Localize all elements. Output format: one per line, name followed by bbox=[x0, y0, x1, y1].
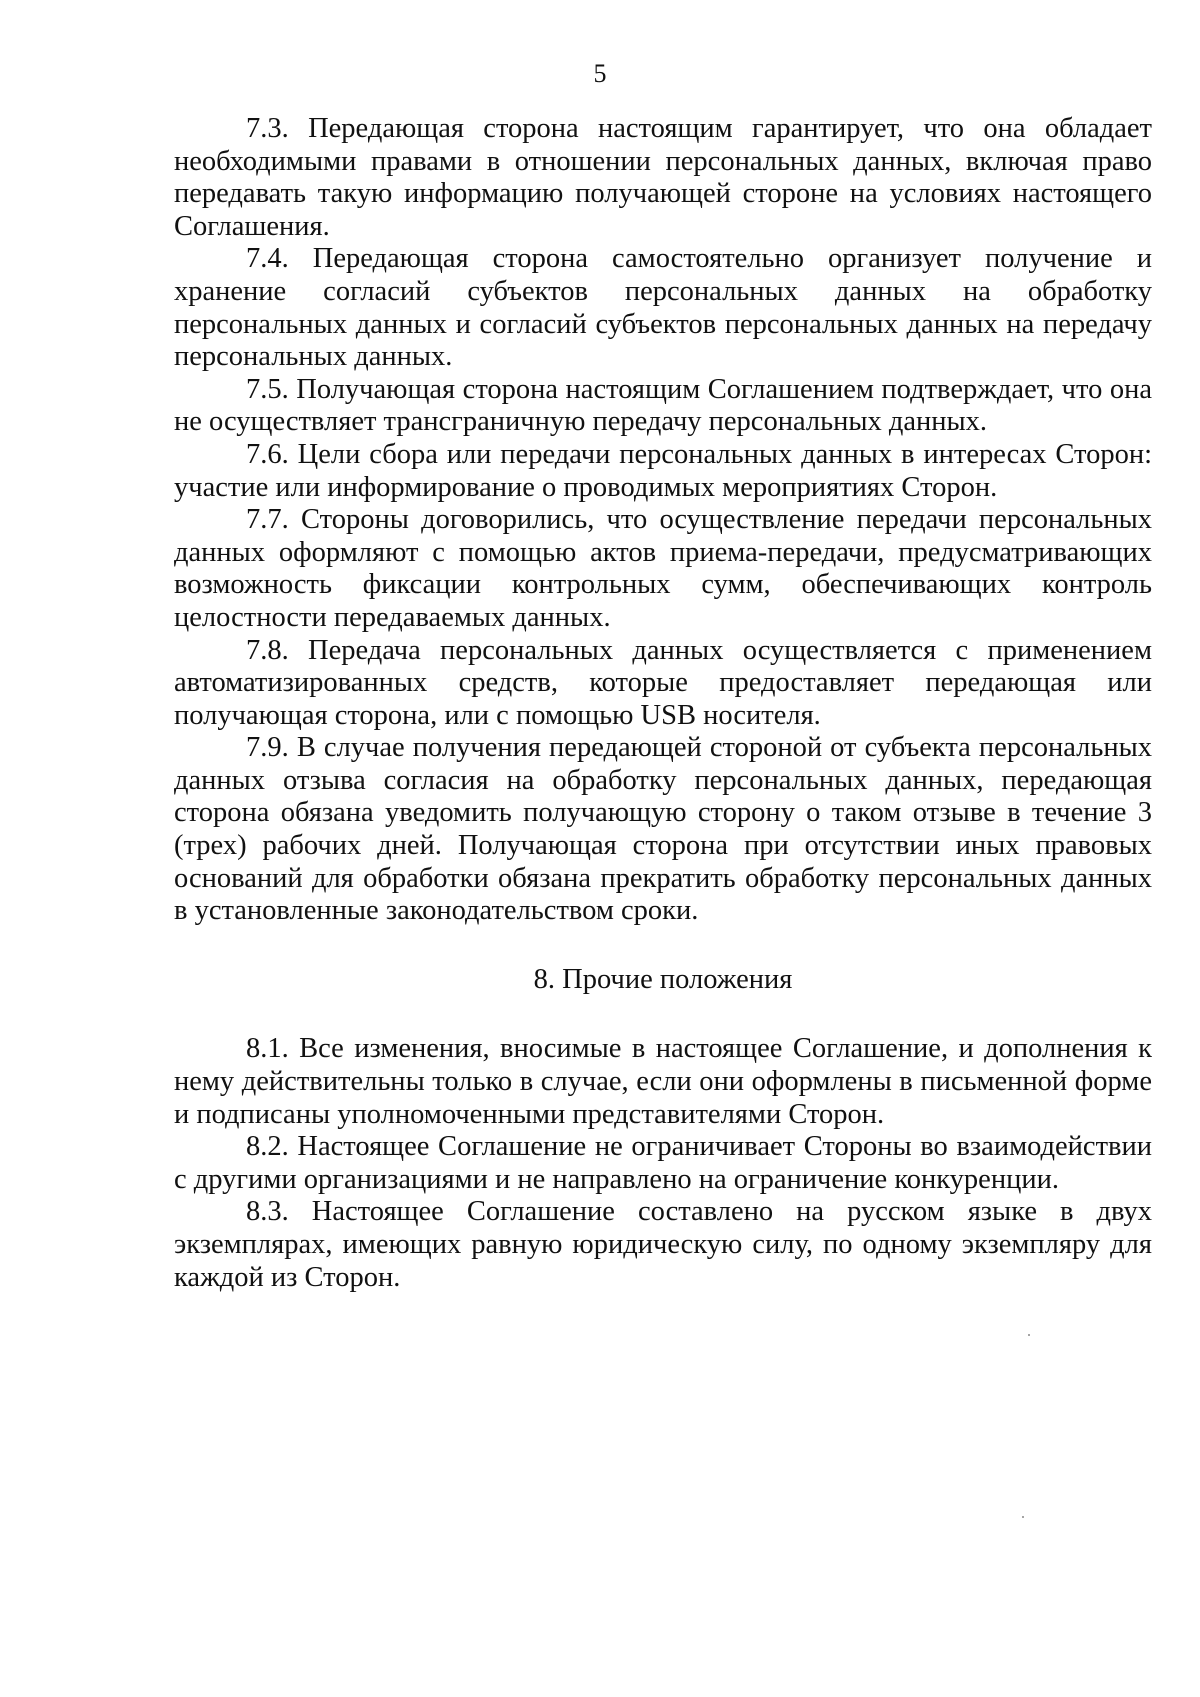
paragraph-7-8: 7.8. Передача персональных данных осуществляется с применением автоматизированных средств, которые предоставляет передающая или получающая сторона, или с помощью USB носителя. bbox=[174, 634, 1152, 731]
paragraph-7-6: 7.6. Цели сбора или передачи персональных данных в интересах Сторон: участие или информирование о проводимых мероприятиях Сторон. bbox=[174, 438, 1152, 503]
scan-speck bbox=[1022, 1516, 1024, 1518]
paragraph-8-2: 8.2. Настоящее Соглашение не ограничивает Стороны во взаимодействии с другими организациями и не направлено на ограничение конкуренции. bbox=[174, 1131, 1152, 1195]
scan-speck bbox=[1028, 1334, 1030, 1336]
paragraph-7-7: 7.7. Стороны договорились, что осуществление передачи персональных данных оформляют с помощью актов приема-передачи, предусматривающих возможность фиксации контрольных сумм, обеспечивающих контроль целостности передаваемых данных. bbox=[174, 504, 1152, 633]
paragraph-8-1: 8.1. Все изменения, вносимые в настоящее Соглашение, и дополнения к нему действительны только в случае, если они оформлены в письменной форме и подписаны уполномоченными представителями Сторон. bbox=[174, 1033, 1152, 1130]
paragraph-7-9: 7.9. В случае получения передающей стороной от субъекта персональных данных отзыва согласия на обработку персональных данных, передающая сторона обязана уведомить получающую сторону о таком отзыве в течение 3 (трех) рабочих дней. Получающая сторона при отсутствии иных правовых оснований для обработки обязана прекратить обработку персональных данных в установленные законодательством сроки. bbox=[174, 732, 1152, 927]
paragraph-7-5: 7.5. Получающая сторона настоящим Соглашением подтверждает, что она не осуществляет трансграничную передачу персональных данных. bbox=[174, 373, 1152, 438]
paragraph-7-4: 7.4. Передающая сторона самостоятельно организует получение и хранение согласий субъектов персональных данных на обработку персональных данных и согласий субъектов персональных данных на передачу персональных данных. bbox=[174, 243, 1152, 373]
page-number: 5 bbox=[593, 59, 607, 88]
section-8-heading: 8. Прочие положения bbox=[533, 963, 793, 995]
paragraph-8-3: 8.3. Настоящее Соглашение составлено на русском языке в двух экземплярах, имеющих равную юридическую силу, по одному экземпляру для каждой из Сторон. bbox=[174, 1196, 1152, 1293]
document-body bbox=[174, 113, 1152, 1294]
paragraph-7-3: 7.3. Передающая сторона настоящим гарантирует, что она обладает необходимыми правами в отношении персональных данных, включая право передавать такую информацию получающей стороне на условиях настоящего Соглашения. bbox=[174, 113, 1152, 242]
